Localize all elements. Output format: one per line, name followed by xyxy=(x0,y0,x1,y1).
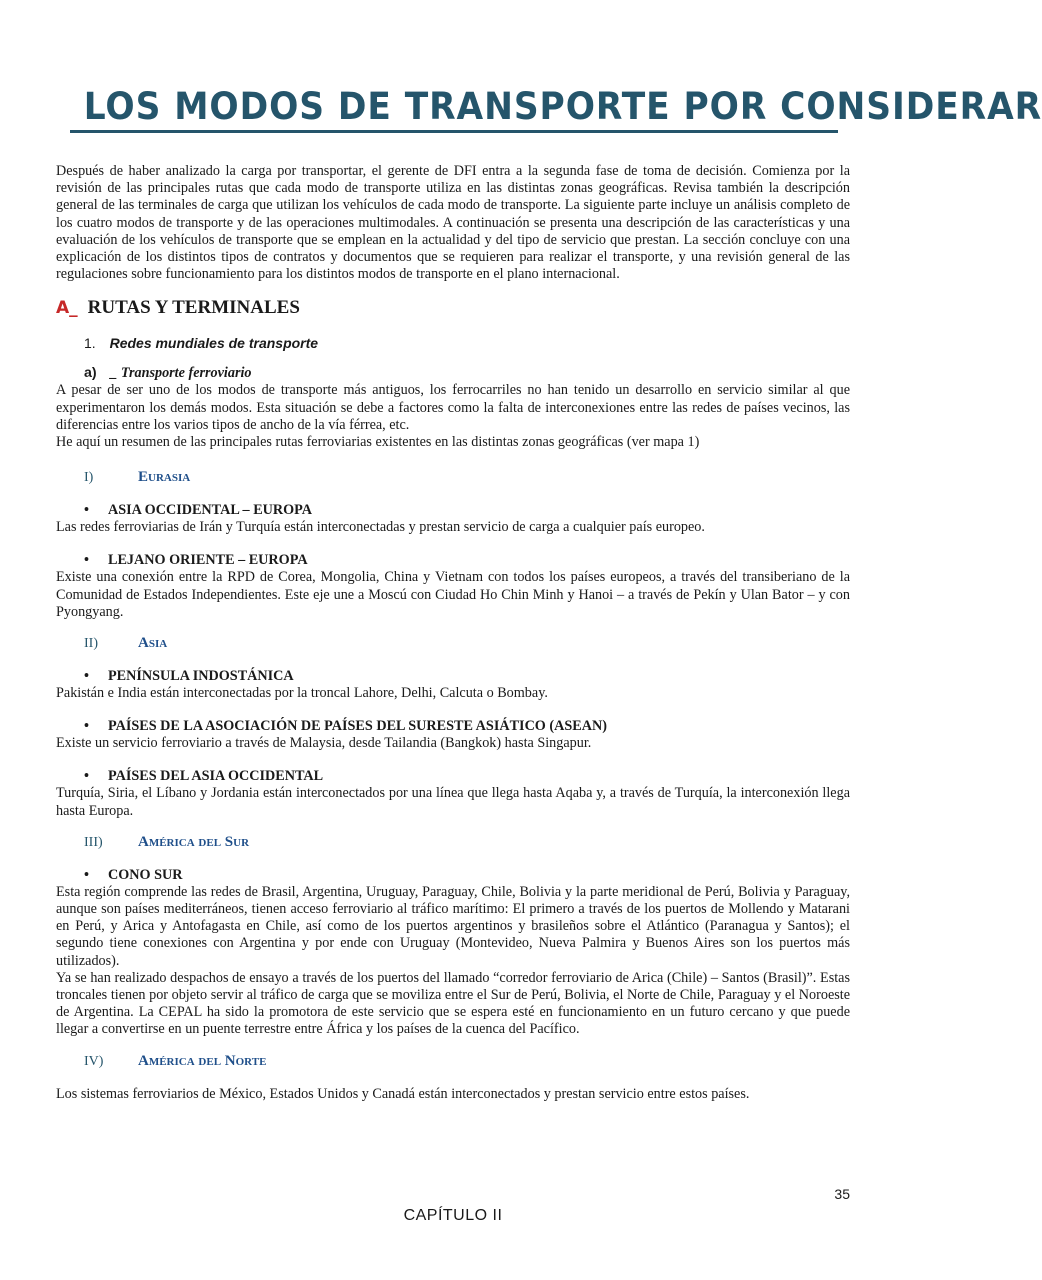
section-marker: A_ xyxy=(56,298,78,319)
region-heading-eurasia xyxy=(84,469,850,486)
section-title: RUTAS Y TERMINALES xyxy=(87,297,300,319)
region-title: América del Sur xyxy=(138,833,250,850)
region-number: III) xyxy=(84,834,103,850)
bullet-dot-icon: • xyxy=(84,502,89,519)
subsubsection-letter: a) xyxy=(84,365,97,382)
subsubsection-heading-a xyxy=(84,365,850,382)
rail-paragraph-2: He aquí un resumen de las principales rutas ferroviarias existentes en las distintas zonas geográficas (ver mapa 1) xyxy=(56,434,700,451)
subsection-number: 1. xyxy=(84,335,96,352)
subsection-heading-1 xyxy=(84,335,850,351)
bullet-text: Existe un servicio ferroviario a través de Malaysia, desde Tailandia (Bangkok) hasta Singapur. xyxy=(56,735,592,752)
bullet-text: Esta región comprende las redes de Brasil, Argentina, Uruguay, Paraguay, Chile, Bolivia y la parte meridional de Perú, Bolivia y Paraguay, aunque son países mediterráneos, tienen acceso ferroviario al tráfico marítimo: El primero a través de los puertos de Mollendo y Matarani en Perú, y Arica y Antofagasta en Chile, así como de los puertos argentinos y brasileños sobre el Atlántico (Paranagua y Santos); el segundo tiene conexiones con Argentina y por ende con Uruguay (Montevideo, Nueva Palmira y Buenos Aires son los puertos más utilizados). xyxy=(56,883,850,969)
bullet-dot-icon: • xyxy=(84,552,89,569)
bullet-dot-icon: • xyxy=(84,718,89,735)
bullet-title: PAÍSES DE LA ASOCIACIÓN DE PAÍSES DEL SURESTE ASIÁTICO (ASEAN) xyxy=(108,718,607,735)
bullet-title: LEJANO ORIENTE – EUROPA xyxy=(108,552,308,569)
page-number: 35 xyxy=(834,1186,850,1202)
region-title: Eurasia xyxy=(138,469,191,486)
region-heading-south-america xyxy=(84,834,850,851)
bullet-heading xyxy=(84,502,850,519)
bullet-text: Pakistán e India están interconectadas por la troncal Lahore, Delhi, Calcuta o Bombay. xyxy=(56,685,548,702)
bullet-heading xyxy=(84,768,850,785)
bullet-title: ASIA OCCIDENTAL – EUROPA xyxy=(108,502,313,519)
bullet-title: CONO SUR xyxy=(108,866,183,883)
region-title: Asia xyxy=(138,635,168,652)
bullet-heading xyxy=(84,867,850,884)
region-heading-north-america xyxy=(84,1053,850,1070)
bullet-heading xyxy=(84,718,850,735)
bullet-text: Existe una conexión entre la RPD de Corea, Mongolia, China y Vietnam con todos los países europeos, a través del transiberiano de la Comunidad de Estados Independientes. Este eje une a Moscú con Ciudad Ho Chin Minh y Hanoi – a través de Pekín y Ulan Bator – y con Pyongyang. xyxy=(56,569,850,620)
bullet-text: Turquía, Siria, el Líbano y Jordania están interconectados por una línea que llega hasta Aqaba y, a través de Turquía, la interconexión llega hasta Europa. xyxy=(56,785,850,819)
bullet-heading xyxy=(84,552,850,569)
title-underline xyxy=(70,130,838,133)
region-heading-asia xyxy=(84,635,850,652)
region-number: I) xyxy=(84,470,94,486)
region-number: II) xyxy=(84,636,98,652)
section-heading-a xyxy=(56,297,850,319)
region-title: América del Norte xyxy=(138,1052,267,1069)
rail-paragraph-1: A pesar de ser uno de los modos de transporte más antiguos, los ferrocarriles no han tenido un desarrollo en servicio similar al que experimentaron los demás modos. Esta situación se debe a factores como la falta de interconexiones entre las redes de países vecinos, las diferencias entre los varios tipos de ancho de la vía férrea, etc. xyxy=(56,382,850,433)
intro-paragraph: Después de haber analizado la carga por transportar, el gerente de DFI entra a la segunda fase de toma de decisión. Comienza por la revisión de las principales rutas que cada modo de transporte utiliza en las distintas zonas geográficas. Revisa también la descripción general de las terminales de carga que utilizan los vehículos de cada modo de transporte. La siguiente parte incluye un análisis completo de los cuatro modos de transporte y de las operaciones multimodales. A continuación se presenta una descripción de las características y una evaluación de los vehículos de transporte que se emplean en la actualidad y del tipo de servicio que prestan. La sección concluye con una explicación de los distintos tipos de contratos y documentos que se requieren para realizar el transporte, y una revisión general de las regulaciones sobre funcionamiento para los distintos modos de transporte en el plano internacional. xyxy=(56,163,850,283)
subsection-title: Redes mundiales de transporte xyxy=(109,335,319,352)
document-page xyxy=(56,0,1042,1103)
bullet-text: Las redes ferroviarias de Irán y Turquía están interconectadas y prestan servicio de carga a cualquier país europeo. xyxy=(56,519,705,536)
region-number: IV) xyxy=(84,1053,104,1069)
north-america-paragraph: Los sistemas ferroviarios de México, Estados Unidos y Canadá están interconectados y prestan servicio entre estos países. xyxy=(56,1085,750,1102)
page-title: LOS MODOS DE TRANSPORTE POR CONSIDERAR xyxy=(83,85,1042,128)
bullet-title: PENÍNSULA INDOSTÁNICA xyxy=(108,668,294,685)
bullet-dot-icon: • xyxy=(84,668,89,685)
bullet-heading xyxy=(84,668,850,685)
subsubsection-title: _ Transporte ferroviario xyxy=(110,365,252,382)
bullet-dot-icon: • xyxy=(84,866,89,883)
bullet-text-continued: Ya se han realizado despachos de ensayo a través de los puertos del llamado “corredor ferroviario de Arica (Chile) – Santos (Brasil)”. Estas troncales tienen por objeto servir al tráfico de carga que se moviliza entre el Sur de Perú, Bolivia, el Norte de Chile, Paraguay y el Noroeste de Argentina. La CEPAL ha sido la promotora de este servicio que se espera esté en funcionamiento en un futuro cercano y que puede llegar a convertirse en un puente terrestre entre África y los países de la cuenca del Pacífico. xyxy=(56,969,850,1038)
bullet-title: PAÍSES DEL ASIA OCCIDENTAL xyxy=(108,768,324,785)
bullet-dot-icon: • xyxy=(84,768,89,785)
chapter-footer: CAPÍTULO II xyxy=(403,1207,503,1224)
